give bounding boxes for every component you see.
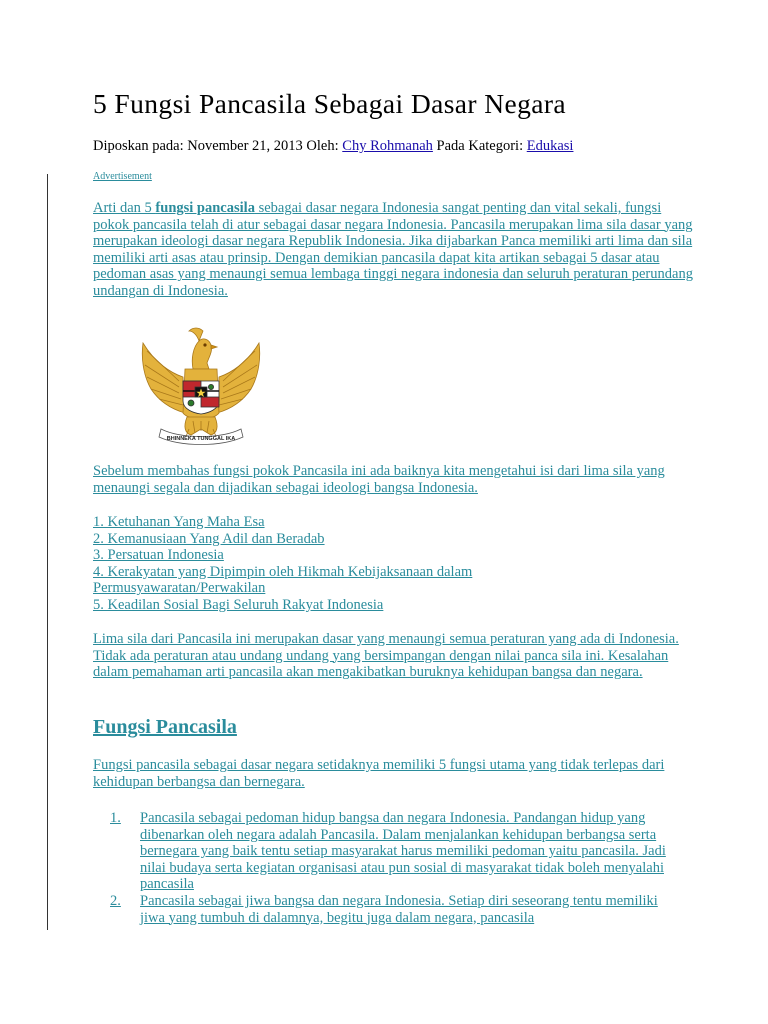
fungsi-text: Pancasila sebagai jiwa bangsa dan negara Indonesia. Setiap diri seseorang tentu memiliki jiwa yang tumbuh di dalamnya, begitu juga dalam negara, pancasila xyxy=(140,892,658,926)
intro-keyword: fungsi pancasila xyxy=(155,200,255,216)
sila-item[interactable]: 1. Ketuhanan Yang Maha Esa xyxy=(93,514,265,530)
intro-paragraph[interactable] xyxy=(93,200,693,300)
sila-item[interactable]: 5. Keadilan Sosial Bagi Seluruh Rakyat Indonesia xyxy=(93,596,384,613)
intro-lead: Arti dan 5 xyxy=(93,200,156,216)
category-label: Pada Kategori: xyxy=(432,138,527,154)
section-intro-paragraph[interactable]: Fungsi pancasila sebagai dasar negara setidaknya memiliki 5 fungsi utama yang tidak terlepas dari kehidupan berbangsa dan bernegara. xyxy=(93,757,665,790)
article-title: 5 Fungsi Pancasila Sebagai Dasar Negara xyxy=(93,88,567,119)
garuda-pancasila-emblem xyxy=(133,317,269,451)
fungsi-item[interactable] xyxy=(110,893,680,926)
post-meta xyxy=(93,138,573,155)
fungsi-number: 2. xyxy=(110,892,121,909)
left-margin-rule xyxy=(47,174,48,930)
before-list-paragraph[interactable]: Sebelum membahas fungsi pokok Pancasila ini ada baiknya kita mengetahui isi dari lima sila yang menaungi segala dan dijadikan sebagai ideologi bangsa Indonesia. xyxy=(93,463,665,496)
sila-item[interactable]: 3. Persatuan Indonesia xyxy=(93,547,224,564)
fungsi-number: 1. xyxy=(110,810,121,826)
posted-date-label: Diposkan pada: November 21, 2013 Oleh: xyxy=(93,138,343,154)
sila-item[interactable]: 2. Kemanusiaan Yang Adil dan Beradab xyxy=(93,530,325,547)
after-list-paragraph[interactable]: Lima sila dari Pancasila ini merupakan dasar yang menaungi semua peraturan yang ada di Indonesia. Tidak ada peraturan atau undang undang yang bersimpangan dengan nilai panca sila ini. Kesalahan dalam pemahaman arti pancasila akan mengakibatkan buruknya kehidupan bangsa dan negara. xyxy=(93,631,679,681)
category-link[interactable]: Edukasi xyxy=(526,138,574,154)
sila-item[interactable]: 4. Kerakyatan yang Dipimpin oleh Hikmah Kebijaksanaan dalam Permusyawaratan/Perwakilan xyxy=(93,563,473,597)
intro-rest: sebagai dasar negara Indonesia sangat penting dan vital sekali, fungsi pokok pancasila telah di atur sebagai dasar negara Indonesia. Pancasila merupakan lima sila dasar yang merupakan ideologi dasar negara Republik Indonesia. Jika dijabarkan Panca memiliki arti lima dan sila memiliki arti asas atau prinsip. Dengan demikian pancasila dapat kita artikan sebagai 5 dasar atau pedoman asas yang menaungi semua lembaga tinggi negara indonesia dan seluruh peraturan perundang undangan di Indonesia. xyxy=(93,200,693,299)
fungsi-item[interactable] xyxy=(110,810,680,893)
section-heading[interactable]: Fungsi Pancasila xyxy=(93,716,237,738)
emblem-motto: BHINNEKA TUNGGAL IKA xyxy=(166,436,236,442)
fungsi-list xyxy=(110,810,680,926)
fungsi-text: Pancasila sebagai pedoman hidup bangsa dan negara Indonesia. Pandangan hidup yang dibenarkan oleh negara adalah Pancasila. Dalam menjalankan kehidupan berbangsa serta bernegara yang baik tentu setiap masyarakat harus memiliki pedoman yaitu pancasila. Jadi nilai budaya serta kegiatan organisasi atau pun sosial di masyarakat tidak boleh menyalahi pancasila xyxy=(140,810,666,893)
sila-list xyxy=(93,514,613,614)
advertisement-link[interactable]: Advertisement xyxy=(93,171,152,182)
author-link[interactable]: Chy Rohmanah xyxy=(342,138,433,154)
